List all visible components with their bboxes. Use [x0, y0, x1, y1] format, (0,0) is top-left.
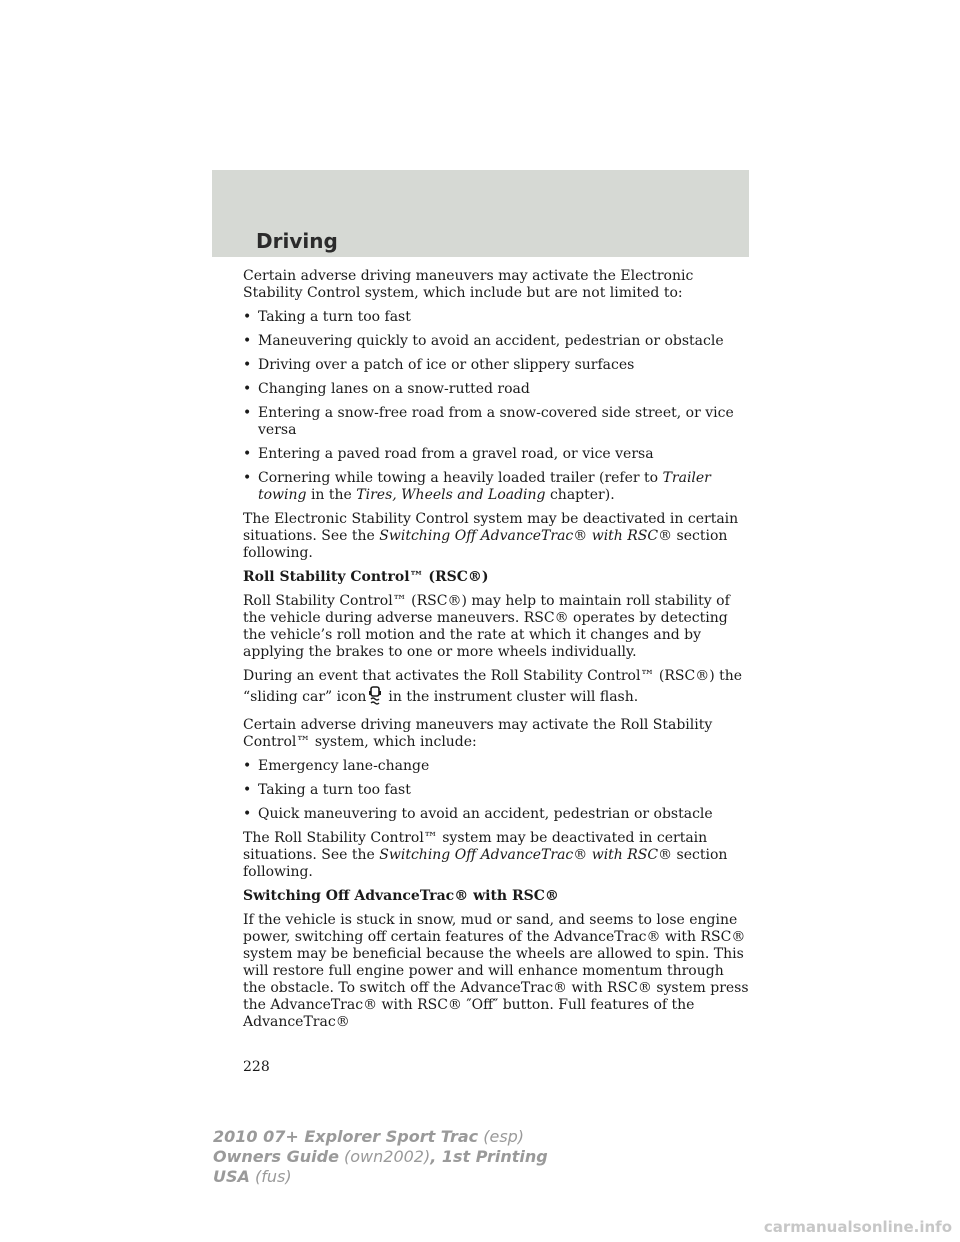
- list-item: • Driving over a patch of ice or other slippery surfaces: [243, 357, 749, 374]
- sliding-car-icon: [368, 685, 382, 710]
- list-item: • Entering a paved road from a gravel road, or vice versa: [243, 446, 749, 463]
- trailer-towing-reference: Trailer towing: [258, 470, 711, 503]
- switching-off-reference: Switching Off AdvanceTrac® with RSC®: [379, 528, 673, 544]
- list-item: • Changing lanes on a snow-rutted road: [243, 381, 749, 398]
- tires-chapter-reference: Tires, Wheels and Loading: [356, 487, 546, 503]
- page-number: 228: [243, 1059, 270, 1075]
- list-item: • Taking a turn too fast: [243, 309, 749, 326]
- esc-deactivate-paragraph: The Electronic Stability Control system may be deactivated in certain situations. See the Switching Off AdvanceTrac® with RSC® section following.: [243, 511, 739, 561]
- section-title: Driving: [256, 229, 338, 253]
- rsc-heading: Roll Stability Control™ (RSC®): [243, 569, 489, 585]
- esc-maneuver-list: [243, 309, 749, 504]
- footer-line-2: Owners Guide (own2002), 1st Printing: [213, 1147, 548, 1166]
- rsc-intro-paragraph: Certain adverse driving maneuvers may activate the Roll Stability Control™ system, which include:: [243, 717, 713, 750]
- switching-off-paragraph: If the vehicle is stuck in snow, mud or sand, and seems to lose engine power, switching off certain features of the AdvanceTrac® with RSC® system may be beneficial because the wheels are allowed to spin. This will restore full engine power and will enhance momentum through the obstacle. To switch off the AdvanceTrac® with RSC® system press the AdvanceTrac® with RSC® ″Off″ button. Full features of the AdvanceTrac®: [243, 912, 749, 1030]
- print-footer: [213, 1127, 548, 1187]
- list-item: • Quick maneuvering to avoid an accident, pedestrian or obstacle: [243, 806, 749, 823]
- rsc-event-paragraph: During an event that activates the Roll Stability Control™ (RSC®) the “sliding car” icon in the instrument cluster will flash.: [243, 668, 749, 710]
- footer-line-1: 2010 07+ Explorer Sport Trac (esp): [213, 1127, 525, 1146]
- page-body: [243, 268, 749, 1038]
- esc-intro-paragraph: Certain adverse driving maneuvers may activate the Electronic Stability Control system, which include but are not limited to:: [243, 268, 694, 301]
- list-item: • Maneuvering quickly to avoid an accident, pedestrian or obstacle: [243, 333, 749, 350]
- rsc-deactivate-paragraph: The Roll Stability Control™ system may be deactivated in certain situations. See the Switching Off AdvanceTrac® with RSC® section following.: [243, 830, 728, 880]
- watermark: carmanualsonline.info: [763, 1218, 952, 1236]
- list-item: • Emergency lane-change: [243, 758, 749, 775]
- footer-line-3: USA (fus): [213, 1167, 292, 1186]
- rsc-description-paragraph: Roll Stability Control™ (RSC®) may help to maintain roll stability of the vehicle during adverse maneuvers. RSC® operates by detecting the vehicle’s roll motion and the rate at which it changes and by applying the brakes to one or more wheels individually.: [243, 593, 730, 660]
- rsc-maneuver-list: [243, 758, 749, 823]
- list-item: • Taking a turn too fast: [243, 782, 749, 799]
- list-item: • Entering a snow-free road from a snow-covered side street, or vice versa: [243, 405, 749, 439]
- switching-off-reference: Switching Off AdvanceTrac® with RSC®: [379, 847, 673, 863]
- switching-off-heading: Switching Off AdvanceTrac® with RSC®: [243, 888, 559, 904]
- list-item-towing: • Cornering while towing a heavily loaded trailer (refer to Trailer towing in the Tires, Wheels and Loading chapter).: [243, 470, 749, 504]
- section-header-band: [212, 170, 749, 257]
